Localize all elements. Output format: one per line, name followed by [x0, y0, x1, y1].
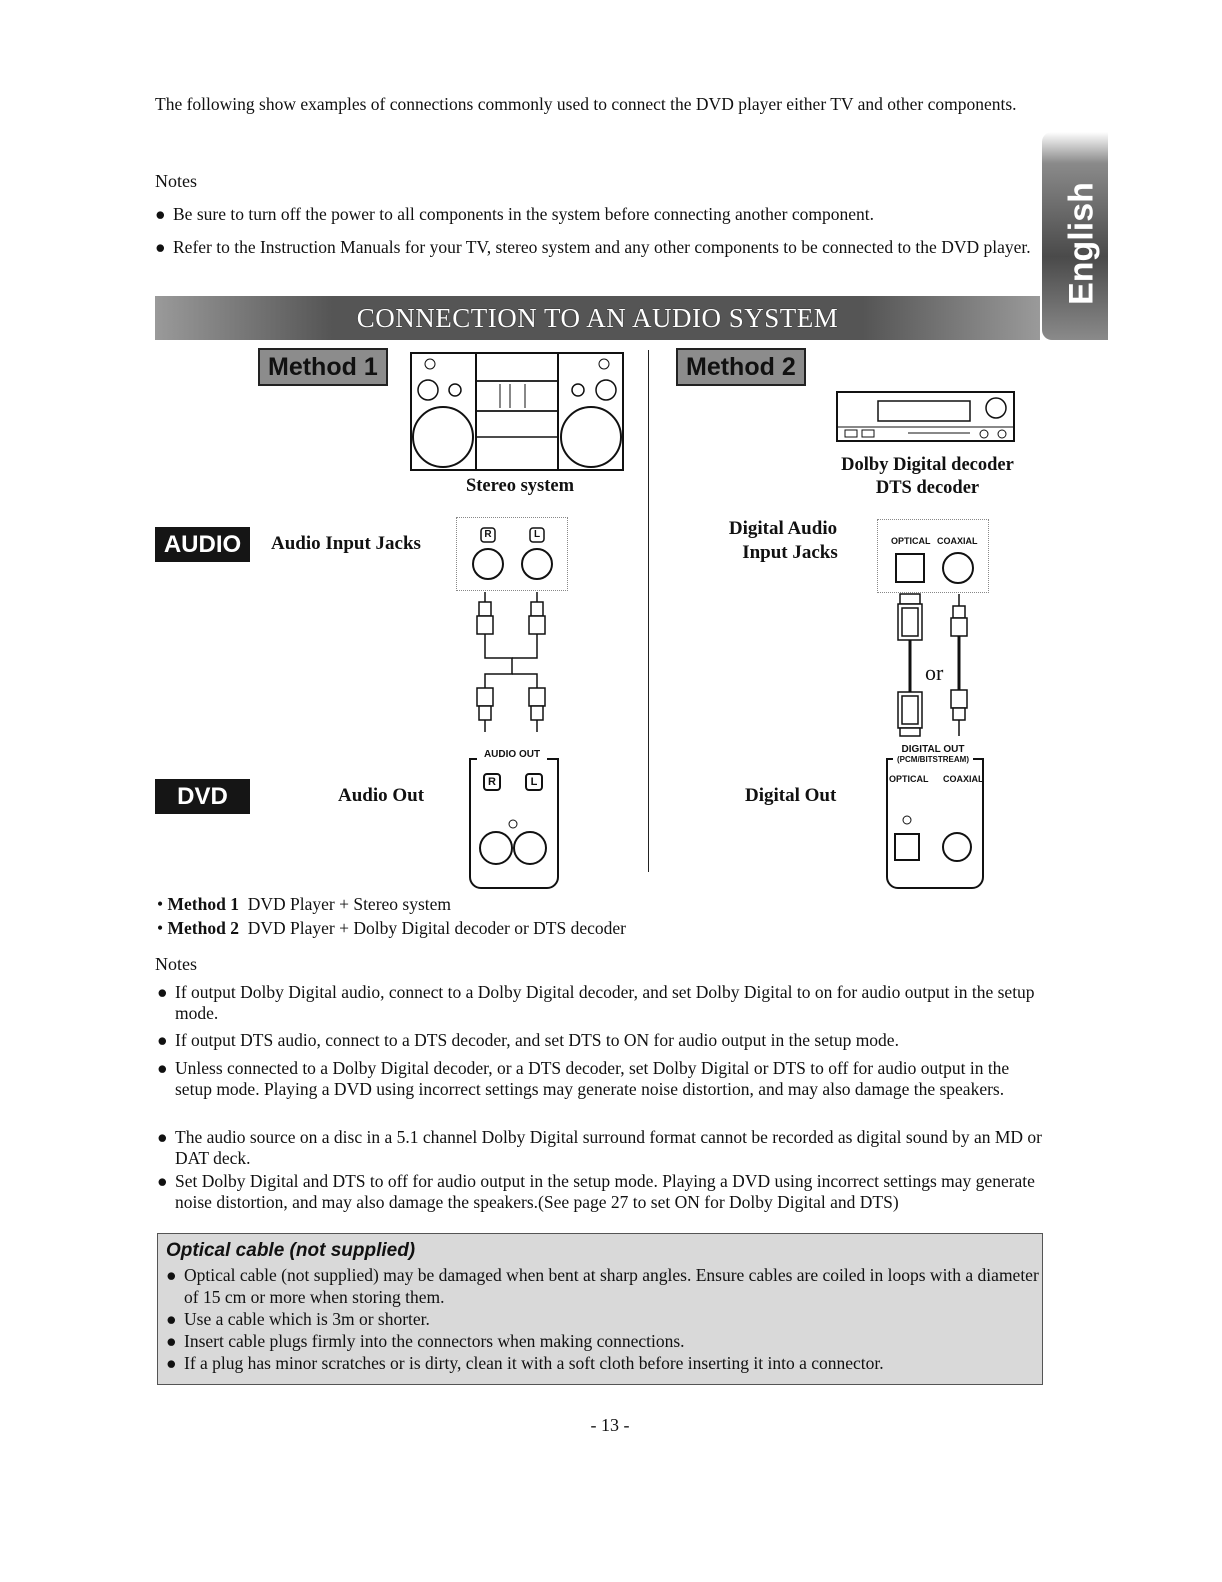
audio-out-jacks-icon [470, 768, 555, 878]
decoder-label-1: Dolby Digital decoder [841, 455, 1014, 475]
audio-out-label: Audio Out [338, 785, 425, 806]
method2-badge: Method 2 [676, 348, 806, 386]
jack-r-label: R [484, 529, 492, 540]
section-banner [155, 296, 1040, 340]
or-label: or [925, 660, 944, 685]
optical-item-1: ● Optical cable (not supplied) may be damaged when bent at sharp angles. Ensure cables are coiled in loops with a diameter of 15 cm or more when storing them. [166, 1265, 1039, 1307]
out-jack-l-label: L [530, 776, 538, 788]
optical-item-3: ● Insert cable plugs firmly into the connectors when making connections. [166, 1331, 685, 1351]
stereo-system-label: Stereo system [465, 476, 575, 496]
note-bottom-3: ● Unless connected to a Dolby Digital decoder, or a DTS decoder, set Dolby Digital or DTS to off for audio output in the setup mode. Playing a DVD using incorrect settings may generate noise distortion, and may also damage the speakers. [157, 1058, 1010, 1099]
language-tab [1042, 132, 1108, 340]
optical-cable-box [157, 1233, 1043, 1385]
audio-input-jacks-label: Audio Input Jacks [271, 533, 421, 554]
audio-out-caption: AUDIO OUT [477, 749, 547, 760]
method-divider [648, 350, 649, 872]
intro-text: The following show examples of connections commonly used to connect the DVD player either TV and other components. [155, 94, 1017, 114]
digital-input-optical-label: OPTICAL [891, 536, 931, 546]
method1-badge: Method 1 [258, 348, 388, 386]
audio-badge: AUDIO [155, 527, 250, 562]
digital-out-jacks-icon [887, 790, 980, 880]
digital-input-coaxial-label: COAXIAL [937, 536, 978, 546]
dvd-badge: DVD [155, 779, 250, 814]
digital-out-caption-1: DIGITAL OUT [893, 744, 973, 755]
method1-summary: • Method 1 DVD Player + Stereo system [157, 894, 452, 914]
notes-heading-bottom: Notes [155, 954, 197, 974]
optical-item-2: ● Use a cable which is 3m or shorter. [166, 1309, 430, 1329]
digital-out-caption-2: (PCM/BITSTREAM) [893, 755, 973, 764]
digital-input-label-1: Digital Audio [728, 518, 838, 539]
note-bottom-4: ● The audio source on a disc in a 5.1 channel Dolby Digital surround format cannot be recorded as digital sound by an MD or DAT deck. [157, 1127, 1042, 1168]
audio-input-jacks-icon [460, 522, 565, 588]
notes-heading-top: Notes [155, 171, 197, 191]
rca-cable-icon [448, 592, 558, 742]
jack-l-label: L [533, 529, 541, 540]
banner-title: CONNECTION TO AN AUDIO SYSTEM [356, 302, 839, 333]
digital-out-label: Digital Out [745, 785, 837, 806]
note-bottom-5: ● Set Dolby Digital and DTS to off for audio output in the setup mode. Playing a DVD using incorrect settings may generate noise distortion, and may also damage the speakers.(See page 27 to set ON for Dolby Digital and DTS) [157, 1171, 1035, 1212]
digital-out-coaxial-label: COAXIAL [943, 774, 984, 784]
note-top-1: ● Be sure to turn off the power to all components in the system before connecting another component. [155, 204, 874, 224]
stereo-system-illustration [410, 352, 625, 472]
language-tab-label: English [1062, 182, 1101, 305]
decoder-label-2: DTS decoder [875, 478, 980, 498]
optical-box-title: Optical cable (not supplied) [166, 1240, 416, 1261]
page-number: - 13 - [590, 1415, 630, 1435]
optical-item-4: ● If a plug has minor scratches or is dirty, clean it with a soft cloth before inserting it into a connector. [166, 1353, 884, 1373]
decoder-illustration [836, 391, 1016, 443]
out-jack-r-label: R [488, 776, 496, 788]
digital-input-jacks-icon [880, 548, 985, 590]
note-bottom-2: ● If output DTS audio, connect to a DTS decoder, and set DTS to ON for audio output in the setup mode. [157, 1030, 899, 1050]
note-bottom-1: ● If output Dolby Digital audio, connect to a Dolby Digital decoder, and set Dolby Digital to on for audio output in the setup mode. [157, 982, 1035, 1023]
note-top-2: ● Refer to the Instruction Manuals for your TV, stereo system and any other components to be connected to the DVD player. [155, 237, 1031, 257]
method2-summary: • Method 2 DVD Player + Dolby Digital decoder or DTS decoder [157, 918, 626, 938]
digital-out-optical-label: OPTICAL [889, 774, 929, 784]
digital-input-label-2: Input Jacks [742, 542, 838, 563]
